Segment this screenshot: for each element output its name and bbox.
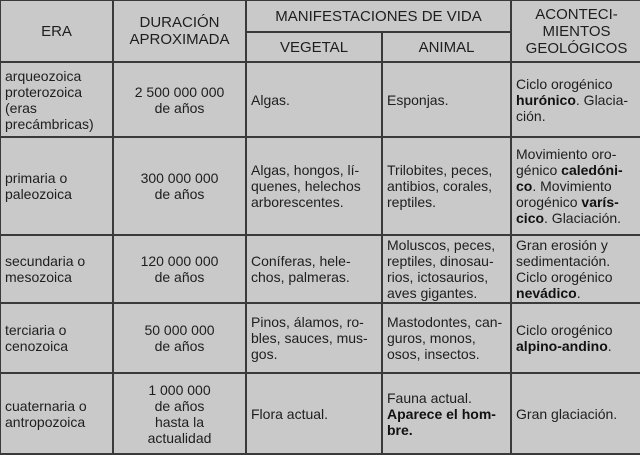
plant-life-cell: Algas, hongos, lí- quenes, helechos arborescentes. — [246, 137, 382, 235]
header-animal: ANIMAL — [382, 32, 511, 62]
geologic-text: . Movimiento orogénico — [516, 178, 612, 210]
animal-life-cell — [382, 235, 511, 303]
header-duration: DURACIÓN APROXIMADA — [113, 0, 246, 62]
duration-cell: 50 000 000 de años — [113, 303, 246, 373]
geologic-text: Movimiento oro- génico — [516, 146, 617, 178]
animal-text: Moluscos, peces, reptiles, dinosau- rios, ictosaurios, aves gigantes. — [387, 237, 496, 301]
geologic-text: Ciclo orogénico — [516, 75, 613, 92]
era-cell: terciaria o cenozoica — [0, 303, 113, 373]
duration-cell: 1 000 000 de años hasta la actualidad — [113, 373, 246, 454]
geologic-text: . Glaciación. — [544, 210, 622, 226]
geologic-text: . — [576, 285, 581, 301]
geologic-events-cell — [511, 62, 640, 137]
geologic-text: Ciclo orogénico — [516, 322, 613, 338]
orogenic-cycle-name: nevádico — [516, 285, 577, 301]
era-cell: cuaternaria o antropozoica — [0, 373, 113, 454]
orogenic-cycle-name: caledóni- co — [516, 162, 623, 194]
animal-text: Fauna actual. — [387, 389, 472, 406]
plant-life-cell: Coníferas, hele- chos, palmeras. — [246, 235, 382, 303]
plant-life-cell: Pinos, álamos, ro- bles, sauces, mus- gos. — [246, 303, 382, 373]
table-row — [0, 303, 640, 373]
orogenic-cycle-name: varís- cico — [516, 194, 619, 226]
table-row — [0, 137, 640, 235]
geologic-text: . — [607, 338, 612, 354]
animal-life-cell — [382, 303, 511, 373]
animal-text: Trilobites, peces, antibios, corales, reptiles. — [387, 162, 493, 210]
plant-life-cell: Algas. — [246, 62, 382, 137]
duration-cell: 120 000 000 de años — [113, 235, 246, 303]
geologic-text: . Glacia- ción. — [516, 91, 629, 124]
animal-text: Esponjas. — [387, 91, 449, 108]
era-cell: secundaria o mesozoica — [0, 235, 113, 303]
era-cell: arqueozoica proterozoica (eras precámbricas) — [0, 62, 113, 137]
geologic-events-cell — [511, 137, 640, 235]
animal-life-cell — [382, 137, 511, 235]
orogenic-cycle-name: alpino-andino — [516, 338, 608, 354]
duration-cell: 2 500 000 000 de años — [113, 62, 246, 137]
animal-life-cell — [382, 62, 511, 137]
geologic-events-cell — [511, 235, 640, 303]
animal-text-bold: Aparece el hom- bre. — [387, 405, 496, 438]
table-row — [0, 62, 640, 137]
table-row — [0, 373, 640, 454]
header-life: MANIFESTACIONES DE VIDA — [246, 0, 511, 32]
header-plant: VEGETAL — [246, 32, 382, 62]
geologic-text: Gran erosión y sedimentación. Ciclo orogénico — [516, 237, 613, 285]
table-row — [0, 235, 640, 303]
animal-text: Mastodontes, can- guros, monos, osos, insectos. — [387, 314, 503, 362]
animal-life-cell — [382, 373, 511, 454]
header-geologic-events: ACONTECI- MIENTOS GEOLÓGICOS — [511, 0, 640, 62]
era-cell: primaria o paleozoica — [0, 137, 113, 235]
geologic-text: Gran glaciación. — [516, 405, 618, 422]
duration-cell: 300 000 000 de años — [113, 137, 246, 235]
plant-life-cell: Flora actual. — [246, 373, 382, 454]
geologic-events-cell — [511, 303, 640, 373]
header-era: ERA — [0, 0, 113, 62]
geologic-events-cell — [511, 373, 640, 454]
orogenic-cycle-name: hurónico — [516, 91, 576, 108]
